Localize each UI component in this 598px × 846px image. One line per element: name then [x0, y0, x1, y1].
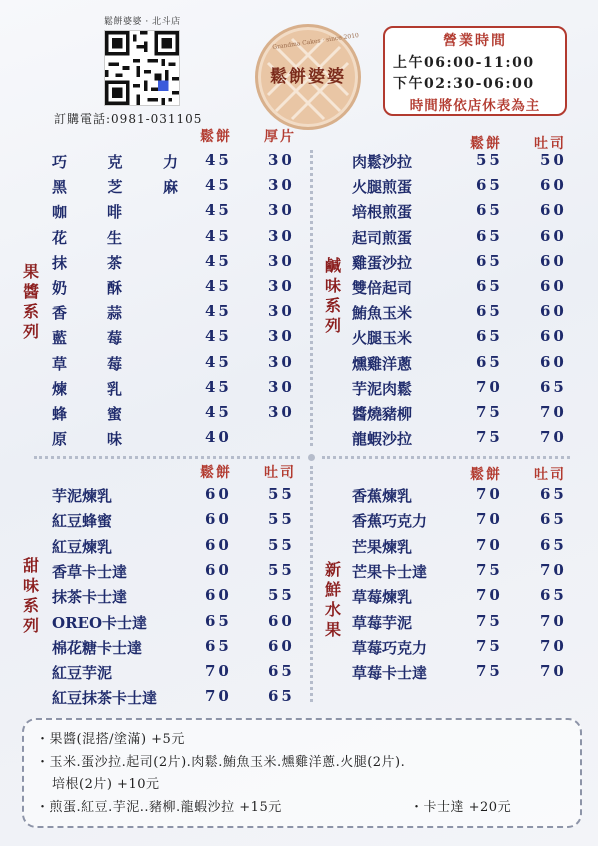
price-col1: 70: [476, 586, 503, 605]
price-col1: 65: [476, 176, 503, 195]
menu-item-name: 紅豆抹茶卡士達: [52, 689, 158, 708]
menu-item-name: [52, 176, 178, 197]
price-col1: 65: [205, 611, 232, 630]
menu-item-char: 奶: [52, 279, 68, 297]
note-jam-addon: ・果醬(混搭/塗滿) +5元: [36, 732, 185, 747]
price-col2: 60: [268, 636, 295, 655]
price-col2: 60: [540, 277, 567, 295]
menu-item-char: 原: [52, 430, 68, 449]
price-col1: 60: [205, 586, 232, 605]
price-col1: 45: [205, 327, 232, 346]
price-col2: 30: [268, 403, 295, 421]
jam-col1-header: 鬆餅: [200, 129, 232, 145]
price-col1: 65: [476, 302, 503, 321]
menu-item-name: 草莓卡士達: [352, 664, 428, 683]
menu-item-name: [52, 201, 122, 222]
salty-col1-header: 鬆餅: [470, 136, 502, 152]
jam-col2-header: 厚片: [264, 129, 296, 145]
salty-series-label: 鹹味系列: [324, 256, 341, 335]
price-col2: 30: [268, 352, 295, 371]
price-col1: 70: [476, 377, 503, 396]
price-col2: 30: [268, 176, 295, 195]
divider-horizontal-right: [322, 456, 570, 459]
menu-item-char: 力: [162, 153, 178, 171]
price-col1: 65: [476, 327, 503, 346]
menu-item-name: 龍蝦沙拉: [352, 430, 413, 449]
menu-item-char: 草: [52, 354, 68, 373]
price-col2: 55: [268, 560, 295, 579]
price-col2: 70: [540, 611, 567, 630]
menu-item-char: 克: [107, 153, 123, 171]
divider-vertical-bottom: [310, 466, 313, 702]
menu-item-char: 藍: [52, 329, 68, 348]
menu-item-char: 啡: [106, 203, 122, 222]
qr-code-icon: [105, 31, 179, 105]
note-10-addon-cont: 培根(2片) +10元: [52, 777, 160, 792]
sweet-col1-header: 鬆餅: [200, 465, 232, 481]
menu-item-name: [52, 151, 178, 172]
menu-item-name: [52, 428, 122, 449]
menu-item-name: 肉鬆沙拉: [352, 153, 413, 171]
price-col2: 60: [540, 352, 567, 371]
price-col1: 60: [205, 535, 232, 554]
price-col1: 75: [476, 403, 503, 421]
price-col1: 70: [205, 687, 232, 706]
price-col1: 45: [205, 352, 232, 371]
price-col2: 55: [268, 485, 295, 503]
note-15-addon: ・煎蛋.紅豆.芋泥..豬柳.龍蝦沙拉 +15元: [36, 800, 282, 815]
price-col1: 60: [205, 560, 232, 579]
price-col2: 60: [540, 327, 567, 346]
price-col1: 65: [476, 277, 503, 295]
menu-item-char: 莓: [106, 329, 122, 348]
hours-title: 營業時間: [443, 33, 507, 49]
price-col2: 70: [540, 636, 567, 655]
price-col2: 30: [268, 302, 295, 321]
menu-item-char: 黑: [52, 178, 68, 197]
fruit-col1-header: 鬆餅: [470, 467, 502, 483]
menu-item-name: 棉花糖卡士達: [52, 638, 143, 657]
price-col1: 60: [205, 485, 232, 503]
price-col2: 60: [540, 201, 567, 220]
menu-item-name: 紅豆蜂蜜: [52, 512, 113, 531]
price-col1: 65: [476, 251, 503, 270]
order-phone: 訂購電話:0981-031105: [54, 112, 203, 126]
price-col2: 30: [268, 151, 295, 169]
qr-code[interactable]: [104, 30, 180, 106]
price-col2: 30: [268, 251, 295, 270]
price-col1: 55: [476, 151, 503, 169]
price-col1: 75: [476, 611, 503, 630]
hours-note: 時間將依店休表為主: [409, 98, 541, 114]
price-col1: 45: [205, 176, 232, 195]
menu-item-name: 草莓巧克力: [352, 638, 428, 657]
menu-item-name: 醬燒豬柳: [352, 405, 413, 423]
price-col1: 60: [205, 510, 232, 529]
menu-item-char: 蜂: [52, 405, 68, 423]
price-col2: 65: [540, 586, 567, 605]
menu-item-name: [52, 277, 122, 298]
price-col2: 60: [540, 226, 567, 245]
hours-afternoon: 下午02:30-06:00: [393, 76, 535, 92]
price-col2: 65: [268, 687, 295, 706]
menu-item-name: 培根煎蛋: [352, 203, 413, 222]
price-col2: 60: [540, 302, 567, 321]
price-col2: 30: [268, 327, 295, 346]
price-col1: 45: [205, 377, 232, 396]
price-col2: 55: [268, 586, 295, 605]
price-col1: 45: [205, 226, 232, 245]
price-col1: 45: [205, 403, 232, 421]
price-col1: 70: [476, 510, 503, 529]
divider-horizontal-left: [34, 456, 300, 459]
menu-item-name: 草莓煉乳: [352, 588, 413, 607]
price-col2: 55: [268, 535, 295, 554]
menu-item-name: 抹茶卡士達: [52, 588, 128, 607]
price-col2: 65: [540, 377, 567, 396]
logo-name: 鬆餅婆婆: [270, 67, 346, 87]
menu-item-char: 味: [106, 430, 122, 449]
menu-item-name: 起司煎蛋: [352, 228, 413, 247]
menu-item-char: 花: [52, 228, 68, 247]
menu-item-name: 鮪魚玉米: [352, 304, 413, 323]
price-col2: 65: [540, 535, 567, 554]
price-col2: 65: [540, 485, 567, 503]
menu-item-char: 乳: [106, 379, 122, 398]
menu-item-name: [52, 378, 122, 399]
price-col2: 70: [540, 403, 567, 421]
menu-item-name: 芒果卡士達: [352, 562, 428, 581]
price-col1: 45: [205, 251, 232, 270]
divider-vertical-top: [310, 150, 313, 446]
menu-item-name: 雞蛋沙拉: [352, 253, 413, 272]
price-col1: 45: [205, 302, 232, 321]
price-col1: 65: [476, 201, 503, 220]
price-col1: 70: [476, 485, 503, 503]
price-col1: 75: [476, 636, 503, 655]
menu-item-name: 芋泥肉鬆: [352, 379, 413, 398]
menu-item-char: 抹: [52, 253, 68, 272]
menu-item-name: 芒果煉乳: [352, 537, 413, 556]
sweet-col2-header: 吐司: [264, 465, 296, 481]
menu-item-char: 咖: [52, 203, 68, 222]
menu-item-name: 香蕉巧克力: [352, 512, 428, 531]
menu-item-char: 茶: [106, 253, 122, 272]
price-col1: 70: [476, 535, 503, 554]
menu-item-name: OREO卡士達: [52, 613, 148, 632]
menu-item-char: 蒜: [106, 304, 122, 323]
price-col2: 70: [540, 662, 567, 681]
salty-col2-header: 吐司: [534, 136, 566, 152]
price-col2: 50: [540, 151, 567, 169]
price-col1: 65: [476, 226, 503, 245]
price-col2: 30: [268, 226, 295, 245]
price-col2: 55: [268, 510, 295, 529]
price-col1: 65: [205, 636, 232, 655]
menu-item-char: 酥: [106, 279, 122, 297]
menu-item-name: 草莓芋泥: [352, 613, 413, 632]
price-col1: 75: [476, 560, 503, 579]
price-col1: 70: [205, 662, 232, 681]
divider-center-dot: [308, 454, 315, 461]
menu-item-name: 火腿煎蛋: [352, 178, 413, 197]
menu-item-name: 紅豆煉乳: [52, 537, 113, 556]
menu-item-char: 芝: [107, 178, 123, 197]
menu-item-char: 生: [106, 228, 122, 247]
menu-item-name: [52, 252, 122, 273]
price-col2: 70: [540, 560, 567, 579]
menu-item-name: 雙倍起司: [352, 279, 413, 297]
menu-item-name: [52, 302, 122, 323]
price-col2: 65: [540, 510, 567, 529]
menu-item-name: 香蕉煉乳: [352, 487, 413, 505]
fruit-series-label: 新鮮水果: [324, 560, 341, 639]
hours-morning: 上午06:00-11:00: [393, 55, 535, 71]
fruit-col2-header: 吐司: [534, 467, 566, 483]
menu-item-char: 麻: [162, 178, 178, 197]
menu-item-char: 煉: [52, 379, 68, 398]
price-col2: 65: [268, 662, 295, 681]
note-20-addon: ・卡士達 +20元: [410, 800, 512, 815]
note-10-addon: ・玉米.蛋沙拉.起司(2片).肉鬆.鮪魚玉米.燻雞洋蔥.火腿(2片).: [36, 755, 406, 770]
price-col1: 65: [476, 352, 503, 371]
price-col1: 75: [476, 428, 503, 447]
price-col1: 45: [205, 201, 232, 220]
price-col1: 45: [205, 151, 232, 169]
menu-item-char: 莓: [106, 354, 122, 373]
menu-item-name: 燻雞洋蔥: [352, 354, 413, 373]
menu-item-char: 蜜: [106, 405, 122, 423]
price-col1: 45: [205, 277, 232, 295]
price-col2: 60: [540, 251, 567, 270]
logo-subtext: Grandma Cakes · since 2010: [271, 31, 360, 52]
menu-item-name: [52, 227, 122, 248]
price-col2: 30: [268, 277, 295, 295]
price-col1: 75: [476, 662, 503, 681]
menu-item-name: 香草卡士達: [52, 562, 128, 581]
menu-item-name: 火腿玉米: [352, 329, 413, 348]
sweet-series-label: 甜味系列: [22, 556, 39, 635]
price-col2: 70: [540, 428, 567, 447]
qr-caption: 鬆餅婆婆 · 北斗店: [104, 17, 181, 27]
price-col2: 30: [268, 201, 295, 220]
menu-item-name: [52, 353, 122, 374]
jam-series-label: 果醬系列: [22, 262, 39, 341]
menu-item-name: 紅豆芋泥: [52, 664, 113, 683]
menu-item-char: 香: [52, 304, 68, 323]
menu-item-char: 巧: [52, 153, 68, 171]
price-col2: 30: [268, 377, 295, 396]
menu-item-name: [52, 327, 122, 348]
price-col1: 40: [205, 428, 232, 447]
menu-item-name: 芋泥煉乳: [52, 487, 113, 505]
price-col2: 60: [268, 611, 295, 630]
menu-item-name: [52, 403, 122, 424]
price-col2: 60: [540, 176, 567, 195]
